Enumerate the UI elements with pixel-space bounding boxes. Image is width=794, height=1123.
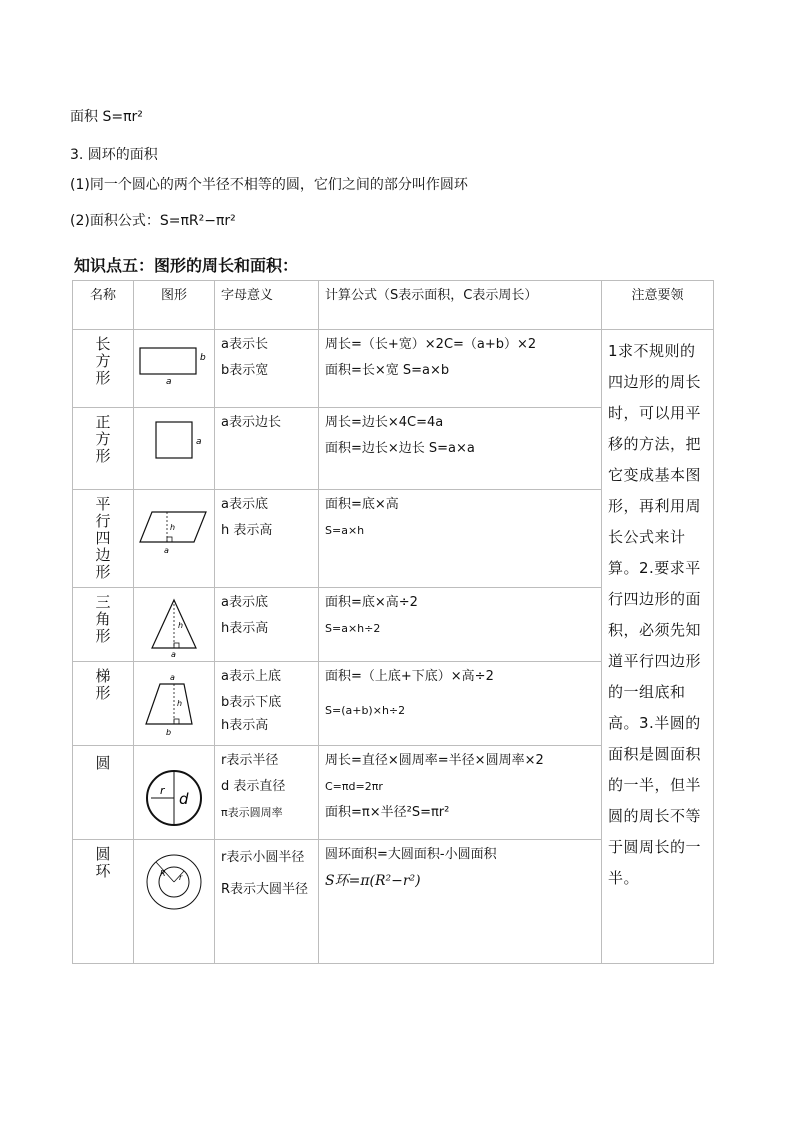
formula-line: C=πd=2πr xyxy=(325,780,383,793)
meaning-line: d 表示直径 xyxy=(221,779,286,794)
shape-name: 平行四边形 xyxy=(95,495,111,581)
shape-name: 长方形 xyxy=(95,335,111,387)
label-h: h xyxy=(178,621,184,630)
header-figure: 图形 xyxy=(134,281,215,330)
label-a: a xyxy=(164,546,169,555)
formula-line: 圆环面积=大圆面积-小圆面积 xyxy=(325,847,497,862)
shape-name: 正方形 xyxy=(95,413,111,465)
shape-name: 圆 xyxy=(95,754,111,772)
triangle-figure xyxy=(134,588,214,658)
section-title: 知识点五：图形的周长和面积： xyxy=(74,256,299,275)
shape-name: 三角形 xyxy=(95,593,111,645)
meaning-line: a表示底 xyxy=(221,595,268,610)
label-a: a xyxy=(170,673,175,682)
formula-line: S=(a+b)×h÷2 xyxy=(325,704,406,717)
label-a: a xyxy=(166,377,172,387)
circle-figure xyxy=(134,746,214,836)
meaning-line: r表示小圆半径 xyxy=(221,850,305,865)
meaning-line: h表示高 xyxy=(221,718,269,733)
formula-line: S=a×h÷2 xyxy=(325,622,381,635)
formula-line: S=a×h xyxy=(325,524,365,537)
meaning-line: r表示半径 xyxy=(221,753,279,768)
header-name: 名称 xyxy=(73,281,134,330)
formula-line: 面积=π×半径²S=πr² xyxy=(325,805,450,820)
meaning-line: b表示宽 xyxy=(221,363,269,378)
formula-line: 周长=（长+宽）×2C=（a+b）×2 xyxy=(325,337,537,352)
shape-name: 梯形 xyxy=(95,667,111,702)
square-figure xyxy=(134,408,214,468)
shape-name: 圆环 xyxy=(95,845,111,880)
meaning-line: a表示上底 xyxy=(221,669,281,684)
formula-line: 周长=边长×4C=4a xyxy=(325,415,444,430)
label-d: d xyxy=(179,790,189,808)
label-r: r xyxy=(160,784,165,797)
right-angle-mark xyxy=(167,537,172,542)
right-angle-mark xyxy=(174,643,179,648)
ring-meaning-cell xyxy=(215,840,319,964)
meaning-line: h表示高 xyxy=(221,621,269,636)
formula-line: 面积=边长×边长 S=a×a xyxy=(325,441,475,456)
square-shape xyxy=(156,422,192,458)
label-a: a xyxy=(171,650,176,658)
label-h: h xyxy=(177,699,183,708)
header-notes: 注意要领 xyxy=(602,281,714,330)
label-a: a xyxy=(196,437,202,447)
meaning-line: h 表示高 xyxy=(221,523,273,538)
ring-figure xyxy=(134,840,214,920)
trapezoid-shape xyxy=(146,684,192,724)
ring-title: 3. 圆环的面积 xyxy=(70,147,158,163)
ring-definition: (1)同一个圆心的两个半径不相等的圆，它们之间的部分叫作圆环 xyxy=(70,177,468,193)
area-formula-line: 面积 S=πr² xyxy=(70,109,143,125)
formula-line: 面积=底×高 xyxy=(325,497,399,512)
rectangle-shape xyxy=(140,348,196,374)
header-meaning: 字母意义 xyxy=(215,281,319,330)
table-header-row xyxy=(73,281,714,330)
header-formula: 计算公式（S表示面积，C表示周长） xyxy=(319,281,602,330)
label-r: r xyxy=(179,873,183,882)
ring-formula: (2)面积公式：S=πR²−πr² xyxy=(70,213,236,229)
rectangle-figure xyxy=(134,330,214,390)
meaning-line: a表示边长 xyxy=(221,415,281,430)
meaning-line: π表示圆周率 xyxy=(221,806,283,819)
label-b: b xyxy=(200,353,206,363)
formula-table xyxy=(72,280,714,964)
formula-line: 周长=直径×圆周率=半径×圆周率×2 xyxy=(325,753,544,768)
formula-line: S环=π(R²−r²) xyxy=(325,873,421,889)
label-b: b xyxy=(166,728,172,737)
notes-cell: 1求不规则的四边形的周长时，可以用平移的方法，把它变成基本图形，再利用周长公式来计算。2.要求平行四边形的面积，必须先知道平行四边形的一组底和高。3.半圆的面积是圆面积的一半，但半圆的周长不等于圆周长的一半。 xyxy=(602,330,714,964)
label-R: R xyxy=(160,869,166,878)
table-row xyxy=(73,330,714,408)
meaning-line: a表示长 xyxy=(221,337,268,352)
trapezoid-figure xyxy=(134,662,214,742)
parallelogram-figure xyxy=(134,490,214,560)
meaning-line: a表示底 xyxy=(221,497,268,512)
formula-line: 面积=底×高÷2 xyxy=(325,595,418,610)
formula-line: 面积=长×宽 S=a×b xyxy=(325,363,450,378)
label-h: h xyxy=(170,523,176,532)
meaning-line: b表示下底 xyxy=(221,695,282,710)
right-angle-mark xyxy=(174,719,179,724)
meaning-line: R表示大圆半径 xyxy=(221,882,309,897)
formula-line: 面积=（上底+下底）×高÷2 xyxy=(325,669,494,684)
